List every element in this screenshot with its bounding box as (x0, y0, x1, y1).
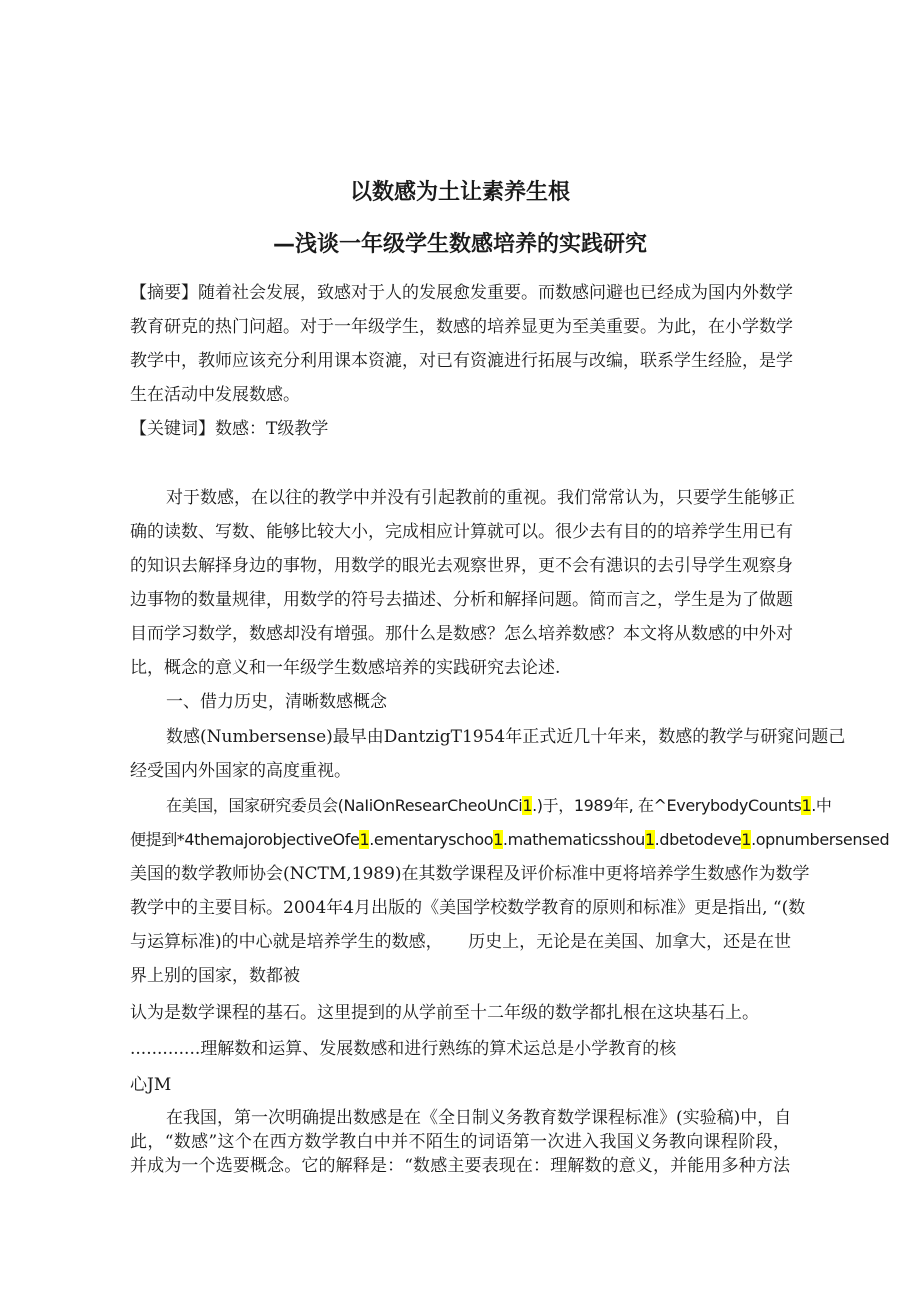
text-run: .mathematicsshou (502, 830, 645, 849)
abstract-line: 教学中，教师应该充分利用课本资漉，对已有资漉进行拓展与改编，联系学生经脸，是学 (130, 351, 793, 371)
text-run: 便提到*4themajorobjectiveOfe (130, 830, 360, 849)
highlight-mark: 1 (359, 830, 370, 849)
paragraph-line: 美国的数学教师协会(NCTM,1989)在其数学课程及评价标准中更将培养学生数感作为数学 (130, 864, 810, 884)
paragraph-line (166, 795, 832, 817)
paragraph-line: .............理解数和运算、发展数感和进行熟练的算术运总是小学教育的核 (130, 1039, 677, 1059)
text-run: .opnumbersensed (751, 830, 890, 849)
paragraph-line: 心JM (130, 1075, 172, 1095)
paragraph-line: 对于数感，在以往的教学中并没有引起教前的重视。我们常常认为，只要学生能够正 (166, 488, 795, 508)
highlight-mark: 1 (741, 830, 752, 849)
text-run: .)于，1989年, 在^EverybodyCounts (532, 796, 802, 815)
abstract-line: 生在活动中发展数感。 (130, 385, 300, 405)
text-run: 在美国，国家研究委员会(NaIiOnResearCheoUnCi (166, 796, 523, 815)
page-subtitle: —浅谈一年级学生数感培养的实践研究 (272, 232, 647, 257)
text-run: .dbetodeve (654, 830, 742, 849)
abstract-line: 【摘要】随着社会发展，致感对于人的发展愈发重要。而数感问避也已经成为国内外数学 (130, 283, 793, 303)
paragraph-line: 目而学习数学，数感却没有增强。那什么是数感？怎么培养数感？本文将从数感的中外对 (130, 624, 793, 644)
paragraph-line: 经受国内外国家的高度重视。 (130, 761, 351, 781)
section-heading: 一、借力历史，清晰数感概念 (166, 692, 387, 712)
abstract-line: 教育研克的热门问超。对于一年级学生，数感的培养显更为至美重要。为此，在小学数学 (130, 317, 793, 337)
paragraph-line (130, 829, 889, 851)
paragraph-line: 认为是数学课程的基石。这里提到的从学前至十二年级的数学都扎根在这块基石上。 (130, 1003, 759, 1023)
paragraph-line: 教学中的主要目标。2004年4月出版的《美国学校数学教育的原则和标准》更是指出, “(数 (130, 898, 806, 918)
paragraph-line: 此，“数感”这个在西方数学教白中并不陌生的词语第一次进入我国义务教向课程阶段， (130, 1132, 790, 1152)
paragraph-line: 与运算标准)的中心就是培养学生的数感， 历史上，无论是在美国、加拿大，还是在世 (130, 932, 792, 952)
highlight-mark: 1 (522, 796, 533, 815)
highlight-mark: 1 (801, 796, 812, 815)
text-run: .中 (811, 796, 832, 815)
paragraph-line: 数感(Numbersense)最早由DantzigT1954年正式近几十年来，数感的教学与研窕问题己 (166, 727, 846, 747)
paragraph-line: 边事物的数量规律，用数学的符号去描述、分析和解择问题。简而言之，学生是为了做题 (130, 590, 793, 610)
paragraph-line: 在我国，第一次明确提出数感是在《全日制义务教育数学课程标准》(实验稿)中，自 (166, 1108, 792, 1128)
page-title: 以数感为土让素养生根 (349, 180, 570, 205)
paragraph-line: 比，概念的意义和一年级学生数感培养的实践研究去论述. (130, 658, 561, 678)
text-run: .ementaryschoo (369, 830, 494, 849)
keywords: 【关键词】数感：T级教学 (130, 419, 329, 439)
paragraph-line: 确的读数、写数、能够比较大小，完成相应计算就可以。很少去有目的的培养学生用已有 (130, 522, 793, 542)
highlight-mark: 1 (493, 830, 503, 849)
paragraph-line: 的知识去解择身边的事物，用数学的眼光去观察世界，更不会有漶识的去引导学生观察身 (130, 556, 793, 576)
paragraph-line: 界上别的国家，数都被 (130, 966, 300, 986)
paragraph-line: 并成为一个选要概念。它的解释是：“数感主要表现在：理解数的意义，并能用多种方法 (130, 1156, 790, 1176)
highlight-mark: 1 (644, 830, 655, 849)
